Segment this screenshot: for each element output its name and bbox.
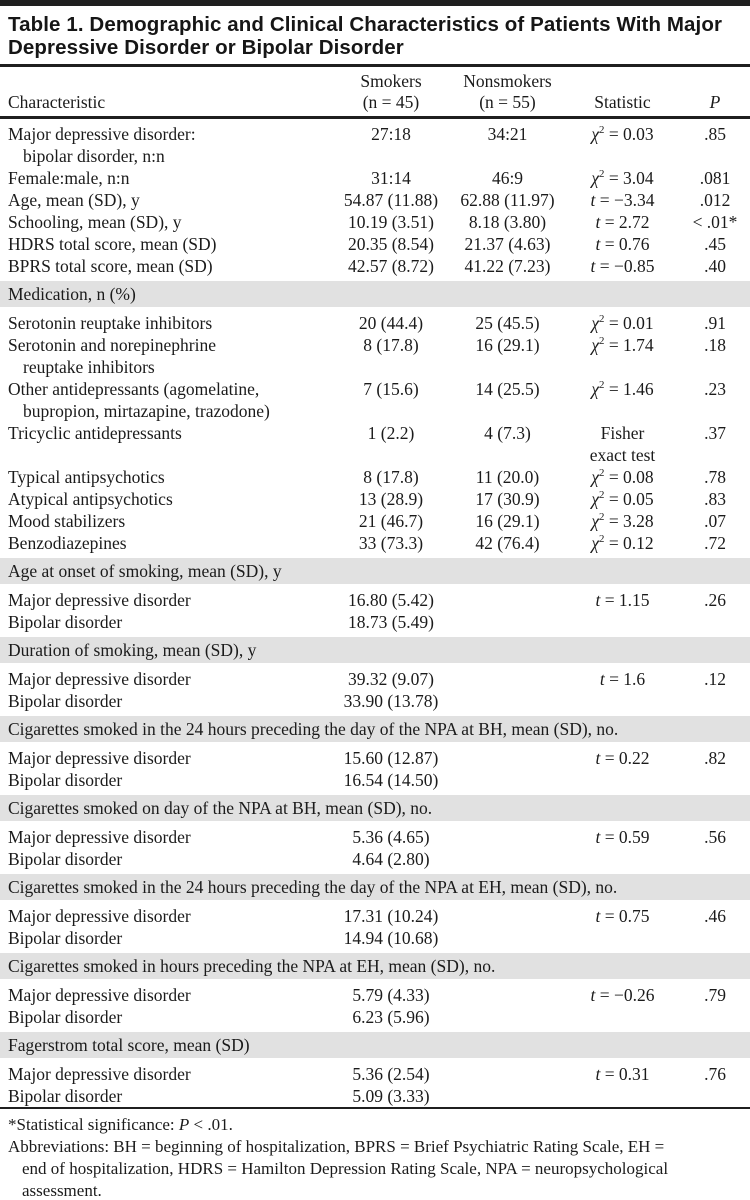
characteristic-label: Typical antipsychotics: [8, 467, 165, 487]
table-row: [0, 1061, 750, 1086]
statistic-text: t = 1.15: [595, 590, 650, 610]
statistic-text: t = 2.72: [595, 212, 650, 232]
characteristic-cell: [0, 211, 332, 233]
smokers-value: 33 (73.3): [358, 533, 424, 553]
smokers-value: 13 (28.9): [358, 489, 424, 509]
statistic-cell: [565, 167, 680, 189]
p-value: .78: [704, 467, 726, 487]
table-row: [0, 611, 750, 635]
table-row: [0, 310, 750, 335]
characteristic-label: Tricyclic antidepressants: [8, 423, 182, 443]
smokers-value: 20.35 (8.54): [347, 234, 435, 254]
characteristic-label: Major depressive disorder:: [8, 124, 196, 144]
smokers-value: 21 (46.7): [358, 511, 424, 531]
smokers-value: 54.87 (11.88): [343, 190, 439, 210]
section-header: Fagerstrom total score, mean (SD): [0, 1030, 750, 1061]
characteristic-label: Other antidepressants (agomelatine,: [8, 379, 260, 399]
section-header: Duration of smoking, mean (SD), y: [0, 635, 750, 666]
characteristic-label: Major depressive disorder: [8, 590, 191, 610]
p-value: [680, 1006, 750, 1030]
characteristic-label: Major depressive disorder: [8, 985, 191, 1005]
nonsmokers-value: [450, 611, 565, 635]
smokers-value: 20 (44.4): [358, 313, 424, 333]
table-row: [0, 848, 750, 872]
nonsmokers-value: 4 (7.3): [484, 423, 531, 443]
smokers-value: 18.73 (5.49): [347, 612, 435, 632]
characteristic-cell: [0, 824, 332, 849]
smokers-value: 39.32 (9.07): [347, 669, 435, 689]
characteristic-cell: [0, 532, 332, 556]
nonsmokers-value: 25 (45.5): [475, 313, 540, 333]
significance-footnote-post: < .01.: [189, 1115, 233, 1134]
characteristic-label: Schooling, mean (SD), y: [8, 212, 182, 232]
p-value: .26: [704, 590, 726, 610]
characteristic-cell: [0, 255, 332, 279]
p-value: .081: [699, 168, 731, 188]
characteristic-cell: [0, 488, 332, 510]
statistic-text: $\chi^2 = 1.74$: [591, 335, 654, 355]
characteristic-cell: [0, 510, 332, 532]
statistic-cell: [565, 310, 680, 335]
characteristic-cell: [0, 189, 332, 211]
p-value: .40: [704, 256, 726, 276]
nonsmokers-value: 17 (30.9): [475, 489, 540, 509]
section-row: [0, 872, 750, 903]
characteristic-label: Serotonin and norepinephrine: [8, 335, 217, 355]
characteristic-cell: [0, 903, 332, 928]
smokers-value: 7 (15.6): [363, 379, 419, 399]
characteristic-label: Bipolar disorder: [8, 928, 123, 948]
statistic-text: $\chi^2 = 3.04$: [591, 168, 654, 188]
statistic-cell: [565, 334, 680, 378]
characteristic-label: Major depressive disorder: [8, 1064, 191, 1084]
col-header-characteristic-label: Characteristic: [8, 92, 106, 112]
nonsmokers-value: 14 (25.5): [475, 379, 540, 399]
col-header-p: [680, 67, 750, 118]
characteristic-label: Bipolar disorder: [8, 849, 123, 869]
section-row: [0, 635, 750, 666]
p-value: [680, 927, 750, 951]
smokers-value: 31:14: [371, 168, 411, 188]
characteristic-cell: [0, 1085, 332, 1107]
footnotes: [0, 1107, 750, 1200]
nonsmokers-value: 16 (29.1): [475, 511, 540, 531]
statistic-cell: [565, 611, 680, 635]
characteristic-cell: [0, 690, 332, 714]
p-value: .79: [704, 985, 726, 1005]
smokers-n-label: (n = 45): [362, 92, 420, 112]
statistic-cell: [565, 587, 680, 612]
statistic-cell: [565, 466, 680, 488]
significance-footnote-pre: *Statistical significance:: [8, 1115, 179, 1134]
col-header-statistic: [565, 67, 680, 118]
smokers-value: 5.09 (3.33): [352, 1086, 430, 1106]
nonsmokers-value: [450, 1085, 565, 1107]
statistic-cell: [565, 233, 680, 255]
characteristic-cell: [0, 848, 332, 872]
table-row: [0, 255, 750, 279]
characteristic-cell: [0, 233, 332, 255]
statistic-cell: [565, 848, 680, 872]
p-value: .91: [704, 313, 726, 333]
statistic-text: $\chi^2 = 0.05$: [591, 489, 654, 509]
smokers-value: 6.23 (5.96): [352, 1007, 430, 1027]
table-row: [0, 211, 750, 233]
statistic-cell: [565, 903, 680, 928]
nonsmokers-value: 62.88 (11.97): [460, 190, 555, 210]
statistic-cell: [565, 211, 680, 233]
table-row: [0, 666, 750, 691]
statistic-cell: [565, 422, 680, 466]
significance-footnote-p: P: [178, 1115, 190, 1134]
table-title: Table 1. Demographic and Clinical Characteristics of Patients With Major Depressive Disorder or Bipolar Disorder: [0, 6, 750, 67]
table-row: [0, 1085, 750, 1107]
p-value: .72: [704, 533, 726, 553]
statistic-text: $\chi^2 = 0.03$: [591, 124, 654, 144]
smokers-value: 14.94 (10.68): [343, 928, 439, 948]
characteristic-label: Atypical antipsychotics: [8, 489, 173, 509]
p-value: .56: [704, 827, 726, 847]
characteristic-label: Bipolar disorder: [8, 1007, 123, 1027]
statistic-header-label: Statistic: [594, 92, 651, 112]
smokers-value: 17.31 (10.24): [343, 906, 439, 926]
table-row: [0, 769, 750, 793]
section-header: Cigarettes smoked in the 24 hours preceding the day of the NPA at EH, mean (SD), no.: [0, 872, 750, 903]
p-value: [680, 769, 750, 793]
statistic-text: $\chi^2 = 3.28$: [591, 511, 654, 531]
section-header: Medication, n (%): [0, 279, 750, 310]
characteristic-cell: [0, 611, 332, 635]
nonsmokers-group-label: Nonsmokers: [463, 71, 552, 91]
statistic-text: $\chi^2 = 0.01$: [591, 313, 654, 333]
abbreviations-footnote: Abbreviations: BH = beginning of hospitalization, BPRS = Brief Psychiatric Rating Scale, EH = end of hospitalization, HDRS = Hamilton Depression Rating Scale, NPA = neuropsychological assessment.: [8, 1137, 669, 1200]
section-row: [0, 714, 750, 745]
p-value: .23: [704, 379, 726, 399]
p-value: [680, 848, 750, 872]
p-value: .07: [704, 511, 726, 531]
statistic-cell: [565, 824, 680, 849]
table-row: [0, 422, 750, 466]
statistic-cell: [565, 1085, 680, 1107]
p-value: .18: [704, 335, 726, 355]
characteristic-label: bipolar disorder, n:n: [23, 146, 165, 166]
table-row: [0, 334, 750, 378]
characteristic-label: Benzodiazepines: [8, 533, 127, 553]
table-row: [0, 690, 750, 714]
characteristic-cell: [0, 167, 332, 189]
smokers-value: 8 (17.8): [363, 335, 419, 355]
col-header-characteristic: [0, 67, 332, 118]
statistic-text: $\chi^2 = 0.08$: [591, 467, 654, 487]
characteristic-label: Bipolar disorder: [8, 770, 123, 790]
characteristic-label: Bipolar disorder: [8, 1086, 123, 1106]
statistic-cell: [565, 1061, 680, 1086]
characteristic-cell: [0, 587, 332, 612]
nonsmokers-value: 34:21: [487, 124, 528, 144]
table-row: [0, 745, 750, 770]
table-body: [0, 118, 750, 1108]
table-row: [0, 118, 750, 168]
section-row: [0, 556, 750, 587]
section-header: Age at onset of smoking, mean (SD), y: [0, 556, 750, 587]
header-row: [0, 67, 750, 118]
table-row: [0, 903, 750, 928]
statistic-cell: [565, 510, 680, 532]
p-value: .76: [704, 1064, 726, 1084]
smokers-value: 27:18: [371, 124, 411, 144]
smokers-value: 15.60 (12.87): [343, 748, 439, 768]
table-row: [0, 587, 750, 612]
p-value: .37: [704, 423, 726, 443]
table-row: [0, 233, 750, 255]
characteristic-label: Serotonin reuptake inhibitors: [8, 313, 213, 333]
characteristic-label: Major depressive disorder: [8, 748, 191, 768]
smokers-value: 5.36 (2.54): [352, 1064, 430, 1084]
nonsmokers-value: [450, 1061, 565, 1086]
smokers-value: 5.79 (4.33): [352, 985, 430, 1005]
statistic-text: t = 1.6: [599, 669, 646, 689]
statistic-text: t = 0.22: [595, 748, 650, 768]
statistic-text: t = 0.76: [595, 234, 650, 254]
p-value: .83: [704, 489, 726, 509]
nonsmokers-value: 8.18 (3.80): [468, 212, 547, 232]
statistic-cell: [565, 378, 680, 422]
nonsmokers-value: [450, 1006, 565, 1030]
statistic-text: t = −3.34: [590, 190, 655, 210]
statistic-text: $\chi^2 = 1.46$: [591, 379, 654, 399]
demographics-table: [0, 67, 750, 1107]
p-value: .85: [704, 124, 726, 144]
p-value: [680, 690, 750, 714]
statistic-text: Fisher: [600, 423, 645, 443]
table-row: [0, 1006, 750, 1030]
characteristic-label: Major depressive disorder: [8, 906, 191, 926]
characteristic-label: bupropion, mirtazapine, trazodone): [23, 401, 270, 421]
nonsmokers-n-label: (n = 55): [479, 92, 536, 112]
characteristic-label: Bipolar disorder: [8, 612, 123, 632]
table-row: [0, 532, 750, 556]
nonsmokers-value: [450, 690, 565, 714]
section-header: Cigarettes smoked in hours preceding the NPA at EH, mean (SD), no.: [0, 951, 750, 982]
statistic-cell: [565, 769, 680, 793]
nonsmokers-value: [450, 666, 565, 691]
characteristic-cell: [0, 466, 332, 488]
nonsmokers-value: 41.22 (7.23): [464, 256, 551, 276]
characteristic-label: Major depressive disorder: [8, 827, 191, 847]
table-row: [0, 378, 750, 422]
p-value: .45: [704, 234, 726, 254]
nonsmokers-value: 46:9: [491, 168, 524, 188]
statistic-text: $\chi^2 = 0.12$: [591, 533, 654, 553]
p-value: .12: [704, 669, 726, 689]
statistic-text: t = −0.85: [590, 256, 655, 276]
table-row: [0, 982, 750, 1007]
section-header: Cigarettes smoked in the 24 hours preceding the day of the NPA at BH, mean (SD), no.: [0, 714, 750, 745]
smokers-value: 4.64 (2.80): [352, 849, 430, 869]
characteristic-cell: [0, 422, 332, 466]
smokers-group-label: Smokers: [360, 71, 422, 91]
characteristic-label: BPRS total score, mean (SD): [8, 256, 213, 276]
table-row: [0, 167, 750, 189]
section-row: [0, 279, 750, 310]
section-row: [0, 951, 750, 982]
statistic-text: exact test: [589, 445, 656, 465]
nonsmokers-value: 16 (29.1): [475, 335, 540, 355]
nonsmokers-value: [450, 824, 565, 849]
nonsmokers-value: 21.37 (4.63): [464, 234, 551, 254]
p-value: .012: [699, 190, 731, 210]
nonsmokers-value: 42 (76.4): [475, 533, 540, 553]
col-header-smokers: [332, 67, 450, 118]
characteristic-cell: [0, 745, 332, 770]
characteristic-label: Female:male, n:n: [8, 168, 130, 188]
characteristic-cell: [0, 118, 332, 168]
characteristic-cell: [0, 982, 332, 1007]
table-row: [0, 189, 750, 211]
characteristic-label: Major depressive disorder: [8, 669, 191, 689]
p-header-label: P: [709, 92, 721, 112]
statistic-cell: [565, 189, 680, 211]
table-header: [0, 67, 750, 118]
characteristic-cell: [0, 927, 332, 951]
statistic-cell: [565, 1006, 680, 1030]
smokers-value: 16.80 (5.42): [347, 590, 435, 610]
statistic-cell: [565, 666, 680, 691]
nonsmokers-value: [450, 982, 565, 1007]
statistic-text: t = 0.59: [595, 827, 650, 847]
smokers-value: 42.57 (8.72): [347, 256, 435, 276]
characteristic-cell: [0, 334, 332, 378]
smokers-value: 8 (17.8): [363, 467, 419, 487]
smokers-value: 33.90 (13.78): [343, 691, 439, 711]
characteristic-label: HDRS total score, mean (SD): [8, 234, 217, 254]
characteristic-label: reuptake inhibitors: [23, 357, 155, 377]
section-row: [0, 793, 750, 824]
statistic-cell: [565, 690, 680, 714]
characteristic-cell: [0, 1061, 332, 1086]
statistic-cell: [565, 532, 680, 556]
nonsmokers-value: [450, 903, 565, 928]
characteristic-cell: [0, 1006, 332, 1030]
statistic-cell: [565, 927, 680, 951]
nonsmokers-value: [450, 927, 565, 951]
nonsmokers-value: [450, 587, 565, 612]
nonsmokers-value: 11 (20.0): [475, 467, 540, 487]
characteristic-label: Age, mean (SD), y: [8, 190, 140, 210]
table-row: [0, 510, 750, 532]
table-row: [0, 927, 750, 951]
col-header-nonsmokers: [450, 67, 565, 118]
nonsmokers-value: [450, 769, 565, 793]
characteristic-label: Bipolar disorder: [8, 691, 123, 711]
statistic-cell: [565, 982, 680, 1007]
p-value: .82: [704, 748, 726, 768]
smokers-value: 5.36 (4.65): [352, 827, 430, 847]
statistic-cell: [565, 118, 680, 168]
smokers-value: 10.19 (3.51): [347, 212, 435, 232]
significance-footnote: [8, 1114, 740, 1136]
characteristic-label: Mood stabilizers: [8, 511, 126, 531]
statistic-text: t = 0.31: [595, 1064, 650, 1084]
characteristic-cell: [0, 769, 332, 793]
p-value: .46: [704, 906, 726, 926]
characteristic-cell: [0, 310, 332, 335]
table-row: [0, 824, 750, 849]
section-header: Cigarettes smoked on day of the NPA at BH, mean (SD), no.: [0, 793, 750, 824]
smokers-value: 16.54 (14.50): [343, 770, 439, 790]
section-row: [0, 1030, 750, 1061]
statistic-cell: [565, 488, 680, 510]
p-value: [680, 611, 750, 635]
table-row: [0, 466, 750, 488]
statistic-cell: [565, 255, 680, 279]
statistic-text: t = −0.26: [590, 985, 655, 1005]
characteristic-cell: [0, 666, 332, 691]
characteristic-cell: [0, 378, 332, 422]
nonsmokers-value: [450, 848, 565, 872]
statistic-cell: [565, 745, 680, 770]
p-value: [680, 1085, 750, 1107]
table-row: [0, 488, 750, 510]
p-value: < .01*: [692, 212, 738, 232]
statistic-text: t = 0.75: [595, 906, 650, 926]
smokers-value: 1 (2.2): [367, 423, 415, 443]
nonsmokers-value: [450, 745, 565, 770]
